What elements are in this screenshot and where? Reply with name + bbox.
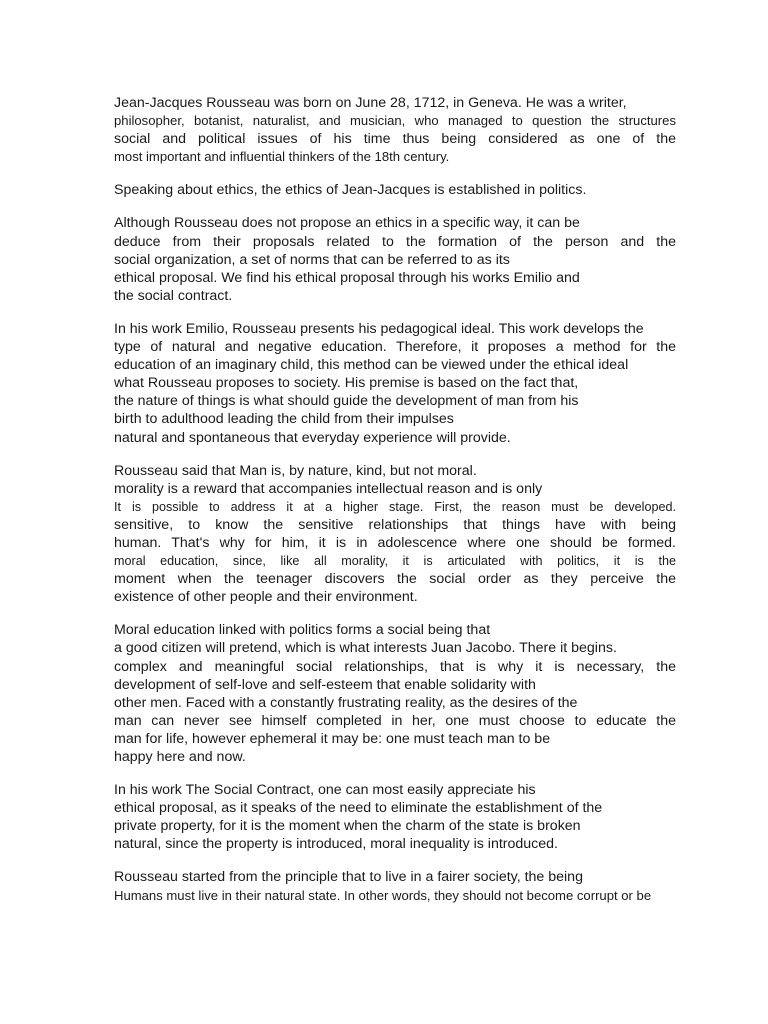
- text-line: It is possible to address it at a higher stage. First, the reason must be developed.: [114, 499, 676, 514]
- text-line: type of natural and negative education. Therefore, it proposes a method for the: [114, 339, 676, 356]
- text-line: natural and spontaneous that everyday experience will provide.: [114, 429, 511, 446]
- text-line: other men. Faced with a constantly frustrating reality, as the desires of the: [114, 694, 578, 711]
- paragraph-ethical-proposal: [114, 214, 676, 304]
- text-line: ethical proposal. We find his ethical proposal through his works Emilio and: [114, 269, 580, 286]
- text-line: human. That's why for him, it is in adolescence where one should be formed.: [114, 534, 676, 551]
- text-line: In his work Emilio, Rousseau presents his pedagogical ideal. This work develops the: [114, 320, 644, 337]
- text-line: Speaking about ethics, the ethics of Jean-Jacques is established in politics.: [114, 182, 587, 199]
- text-line: Moral education linked with politics forms a social being that: [114, 622, 491, 639]
- text-line: ethical proposal, as it speaks of the need to eliminate the establishment of the: [114, 800, 603, 817]
- text-line: existence of other people and their environment.: [114, 589, 418, 606]
- text-line: social organization, a set of norms that can be referred to as its: [114, 251, 510, 268]
- text-line: sensitive, to know the sensitive relationships that things have with being: [114, 516, 676, 533]
- text-line: moral education, since, like all morality, it is articulated with politics, it is the: [114, 554, 676, 569]
- text-line: man for life, however ephemeral it may be: one must teach man to be: [114, 730, 551, 747]
- text-line: a good citizen will pretend, which is what interests Juan Jacobo. There it begins.: [114, 640, 617, 657]
- text-line: complex and meaningful social relationships, that is why it is necessary, the: [114, 658, 676, 675]
- paragraph-natural-state: [114, 868, 676, 904]
- text-line: Jean-Jacques Rousseau was born on June 28, 1712, in Geneva. He was a writer,: [114, 95, 627, 111]
- paragraph-biography: [114, 94, 676, 166]
- paragraph-morality: [114, 462, 676, 607]
- text-line: social and political issues of his time thus being considered as one of the: [114, 131, 676, 148]
- text-line: Rousseau said that Man is, by nature, kind, but not moral.: [114, 462, 477, 479]
- text-line: birth to adulthood leading the child from their impulses: [114, 411, 454, 428]
- text-line: education of an imaginary child, this method can be viewed under the ethical ideal: [114, 357, 629, 374]
- text-line: development of self-love and self-esteem that enable solidarity with: [114, 676, 536, 693]
- text-line: morality is a reward that accompanies intellectual reason and is only: [114, 480, 543, 497]
- text-line: In his work The Social Contract, one can most easily appreciate his: [114, 782, 536, 799]
- text-line: most important and influential thinkers of the 18th century.: [114, 149, 450, 165]
- text-line: happy here and now.: [114, 749, 246, 765]
- text-line: private property, for it is the moment when the charm of the state is broken: [114, 818, 581, 835]
- paragraph-moral-education: [114, 621, 676, 766]
- text-line: Although Rousseau does not propose an ethics in a specific way, it can be: [114, 215, 580, 232]
- text-line: the nature of things is what should guide the development of man from his: [114, 393, 579, 410]
- text-line: Humans must live in their natural state. In other words, they should not become corrupt or be: [114, 887, 652, 903]
- document-body: [114, 94, 676, 920]
- paragraph-social-contract: [114, 781, 676, 853]
- paragraph-ethics-intro: [114, 181, 676, 199]
- text-line: philosopher, botanist, naturalist, and musician, who managed to question the structures: [114, 113, 676, 129]
- text-line: deduce from their proposals related to the formation of the person and the: [114, 233, 676, 250]
- text-line: natural, since the property is introduced, moral inequality is introduced.: [114, 836, 558, 853]
- text-line: the social contract.: [114, 287, 233, 304]
- text-line: Rousseau started from the principle that to live in a fairer society, the being: [114, 869, 583, 886]
- text-line: moment when the teenager discovers the social order as they perceive the: [114, 571, 676, 588]
- text-line: man can never see himself completed in her, one must choose to educate the: [114, 712, 676, 729]
- text-line: what Rousseau proposes to society. His premise is based on the fact that,: [114, 375, 579, 392]
- paragraph-emilio: [114, 320, 676, 447]
